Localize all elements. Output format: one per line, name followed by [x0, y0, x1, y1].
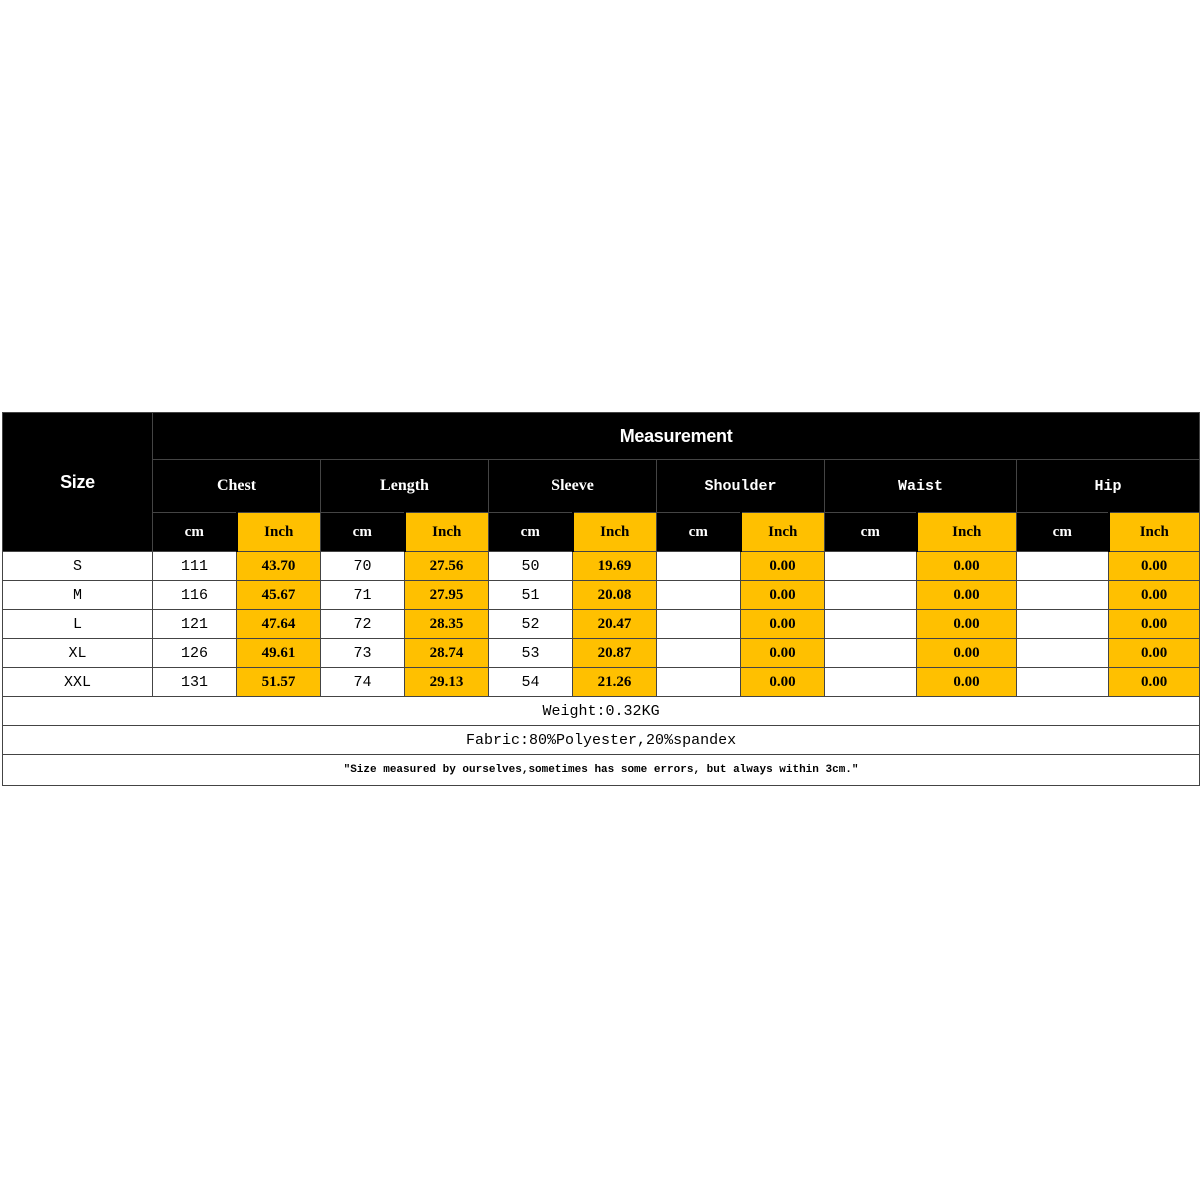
- length-cm-cell: 70: [321, 552, 405, 581]
- waist-cm-cell: [825, 610, 917, 639]
- length-inch-cell: 28.74: [405, 639, 489, 668]
- group-header-chest: Chest: [153, 460, 321, 513]
- shoulder-cm-cell: [657, 639, 741, 668]
- group-header-waist: Waist: [825, 460, 1017, 513]
- sleeve-inch-cell: 19.69: [573, 552, 657, 581]
- unit-inch-header: Inch: [573, 513, 657, 552]
- hip-inch-cell: 0.00: [1109, 639, 1200, 668]
- shoulder-cm-cell: [657, 610, 741, 639]
- unit-cm-header: cm: [1017, 513, 1109, 552]
- measurement-disclaimer: "Size measured by ourselves,sometimes has some errors, but always within 3cm.": [3, 755, 1200, 786]
- table-row: [3, 581, 1200, 610]
- unit-cm-header: cm: [489, 513, 573, 552]
- hip-cm-cell: [1017, 668, 1109, 697]
- size-label: M: [3, 581, 153, 610]
- shoulder-inch-cell: 0.00: [741, 552, 825, 581]
- hip-inch-cell: 0.00: [1109, 552, 1200, 581]
- group-header-length: Length: [321, 460, 489, 513]
- length-cm-cell: 71: [321, 581, 405, 610]
- chest-cm-cell: 121: [153, 610, 237, 639]
- sleeve-inch-cell: 20.47: [573, 610, 657, 639]
- size-label: XL: [3, 639, 153, 668]
- length-cm-cell: 74: [321, 668, 405, 697]
- unit-cm-header: cm: [321, 513, 405, 552]
- sleeve-inch-cell: 21.26: [573, 668, 657, 697]
- waist-cm-cell: [825, 639, 917, 668]
- sleeve-cm-cell: 51: [489, 581, 573, 610]
- chest-inch-cell: 43.70: [237, 552, 321, 581]
- hip-cm-cell: [1017, 639, 1109, 668]
- sleeve-cm-cell: 54: [489, 668, 573, 697]
- waist-inch-cell: 0.00: [917, 581, 1017, 610]
- chest-inch-cell: 49.61: [237, 639, 321, 668]
- table-row: [3, 639, 1200, 668]
- unit-inch-header: Inch: [741, 513, 825, 552]
- length-inch-cell: 27.56: [405, 552, 489, 581]
- unit-inch-header: Inch: [1109, 513, 1200, 552]
- unit-cm-header: cm: [825, 513, 917, 552]
- unit-inch-header: Inch: [917, 513, 1017, 552]
- chest-inch-cell: 45.67: [237, 581, 321, 610]
- chest-cm-cell: 116: [153, 581, 237, 610]
- unit-inch-header: Inch: [405, 513, 489, 552]
- shoulder-inch-cell: 0.00: [741, 639, 825, 668]
- sleeve-cm-cell: 50: [489, 552, 573, 581]
- measurement-header: Measurement: [153, 413, 1200, 460]
- waist-inch-cell: 0.00: [917, 639, 1017, 668]
- length-cm-cell: 73: [321, 639, 405, 668]
- hip-cm-cell: [1017, 581, 1109, 610]
- size-label: S: [3, 552, 153, 581]
- shoulder-inch-cell: 0.00: [741, 581, 825, 610]
- group-header-sleeve: Sleeve: [489, 460, 657, 513]
- table-row: [3, 610, 1200, 639]
- waist-cm-cell: [825, 552, 917, 581]
- waist-cm-cell: [825, 668, 917, 697]
- chest-inch-cell: 51.57: [237, 668, 321, 697]
- table-row: [3, 552, 1200, 581]
- waist-inch-cell: 0.00: [917, 610, 1017, 639]
- waist-inch-cell: 0.00: [917, 552, 1017, 581]
- group-header-shoulder: Shoulder: [657, 460, 825, 513]
- sleeve-cm-cell: 52: [489, 610, 573, 639]
- hip-cm-cell: [1017, 610, 1109, 639]
- hip-cm-cell: [1017, 552, 1109, 581]
- unit-cm-header: cm: [657, 513, 741, 552]
- chest-cm-cell: 131: [153, 668, 237, 697]
- size-chart-table: [2, 412, 1200, 786]
- length-inch-cell: 28.35: [405, 610, 489, 639]
- weight-note: Weight:0.32KG: [3, 697, 1200, 726]
- shoulder-cm-cell: [657, 581, 741, 610]
- unit-cm-header: cm: [153, 513, 237, 552]
- chest-cm-cell: 111: [153, 552, 237, 581]
- shoulder-inch-cell: 0.00: [741, 668, 825, 697]
- sleeve-inch-cell: 20.87: [573, 639, 657, 668]
- shoulder-cm-cell: [657, 668, 741, 697]
- sleeve-inch-cell: 20.08: [573, 581, 657, 610]
- unit-inch-header: Inch: [237, 513, 321, 552]
- fabric-note: Fabric:80%Polyester,20%spandex: [3, 726, 1200, 755]
- shoulder-inch-cell: 0.00: [741, 610, 825, 639]
- chest-inch-cell: 47.64: [237, 610, 321, 639]
- shoulder-cm-cell: [657, 552, 741, 581]
- length-inch-cell: 29.13: [405, 668, 489, 697]
- waist-inch-cell: 0.00: [917, 668, 1017, 697]
- chest-cm-cell: 126: [153, 639, 237, 668]
- size-label: XXL: [3, 668, 153, 697]
- waist-cm-cell: [825, 581, 917, 610]
- group-header-hip: Hip: [1017, 460, 1200, 513]
- hip-inch-cell: 0.00: [1109, 581, 1200, 610]
- size-label: L: [3, 610, 153, 639]
- sleeve-cm-cell: 53: [489, 639, 573, 668]
- hip-inch-cell: 0.00: [1109, 610, 1200, 639]
- hip-inch-cell: 0.00: [1109, 668, 1200, 697]
- length-inch-cell: 27.95: [405, 581, 489, 610]
- length-cm-cell: 72: [321, 610, 405, 639]
- size-header: Size: [3, 413, 153, 552]
- table-row: [3, 668, 1200, 697]
